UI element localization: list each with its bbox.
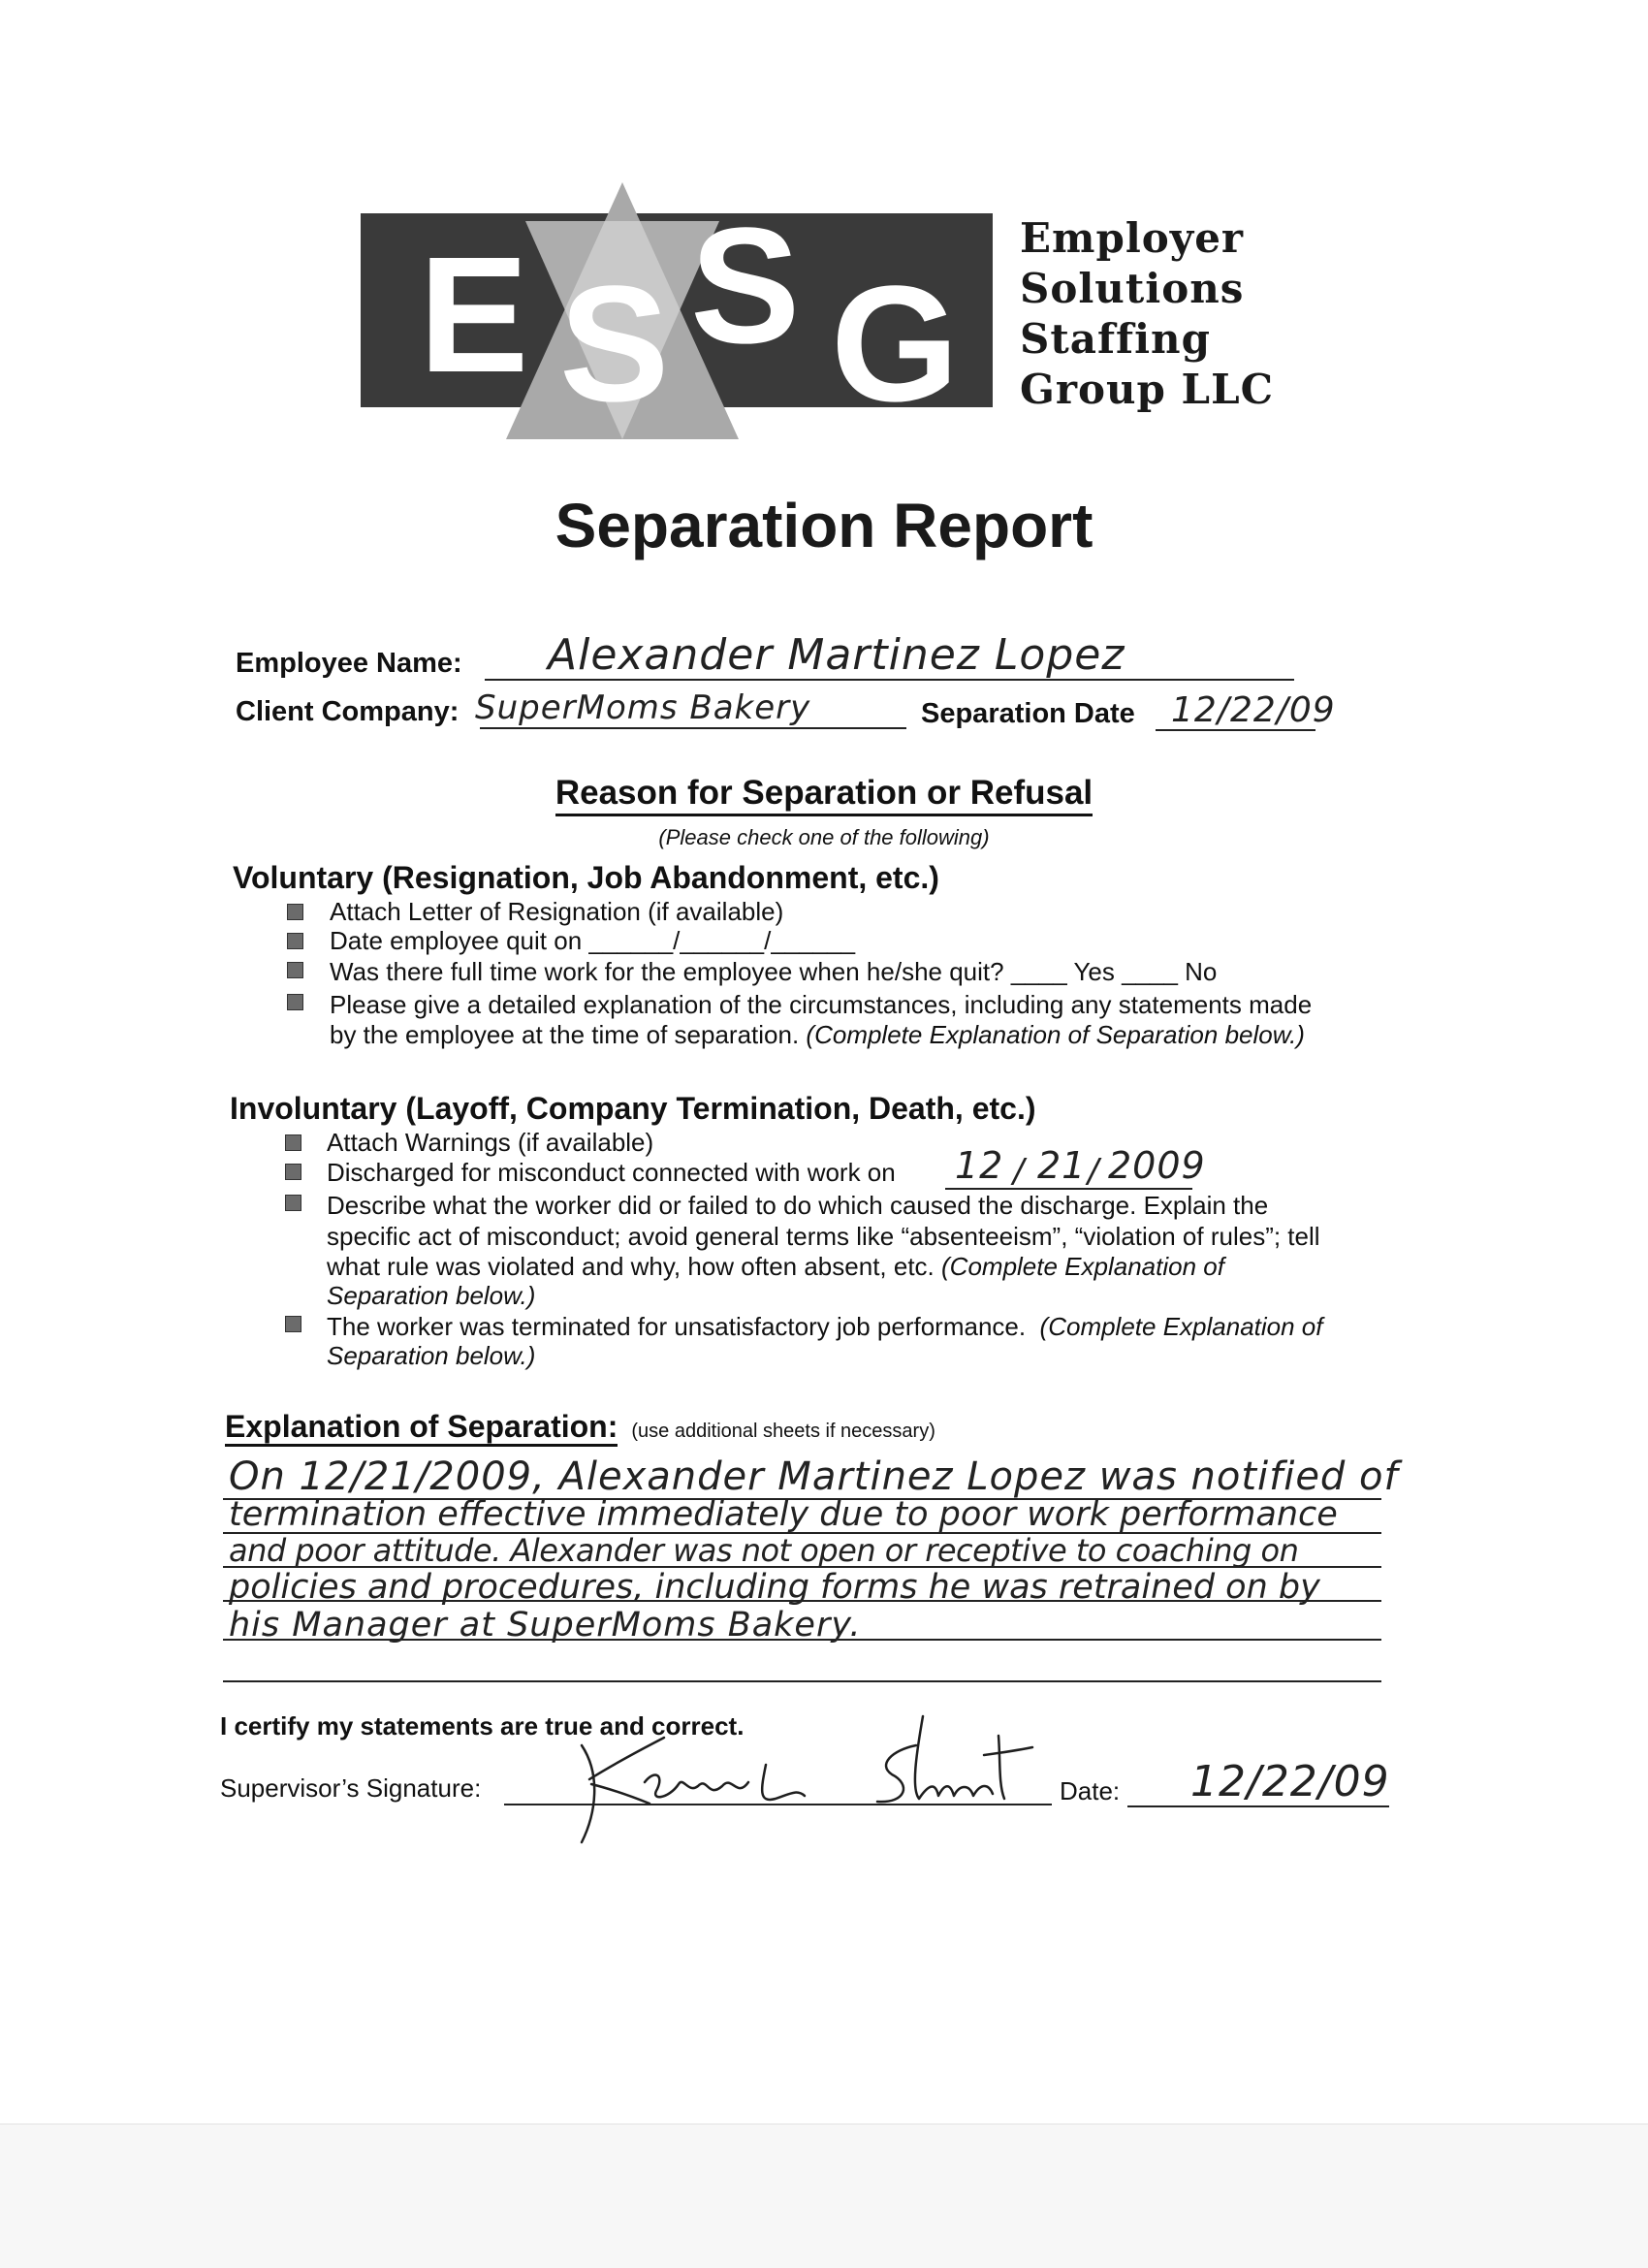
signature-date-label: Date: bbox=[1060, 1776, 1121, 1805]
involuntary-checkbox-2[interactable] bbox=[285, 1164, 301, 1180]
involuntary-item-4-note-a: (Complete Explanation of bbox=[1039, 1312, 1323, 1341]
involuntary-item-3-text: what rule was violated and why, how often absent, etc. bbox=[327, 1252, 935, 1281]
certification-statement: I certify my statements are true and correct. bbox=[220, 1711, 745, 1741]
voluntary-item-4-text: by the employee at the time of separation. bbox=[330, 1020, 800, 1049]
explanation-note: (use additional sheets if necessary) bbox=[631, 1421, 935, 1442]
voluntary-item-2: Date employee quit on ______/______/______ bbox=[330, 926, 856, 955]
logo-letter-e: E bbox=[419, 223, 529, 407]
company-name-line-1: Employer bbox=[1020, 214, 1245, 262]
supervisor-signature[interactable] bbox=[543, 1707, 1047, 1852]
logo-letter-s1: S bbox=[559, 252, 670, 436]
involuntary-item-4-line-2 bbox=[327, 1341, 535, 1370]
involuntary-checkbox-3[interactable] bbox=[285, 1195, 301, 1211]
explanation-text-line-5[interactable]: his Manager at SuperMoms Bakery. bbox=[229, 1606, 862, 1645]
involuntary-item-2: Discharged for misconduct connected with work on bbox=[327, 1158, 896, 1187]
involuntary-item-3-line-3 bbox=[327, 1252, 1224, 1281]
involuntary-item-4-text: The worker was terminated for unsatisfactory job performance. bbox=[327, 1312, 1027, 1341]
reason-section-title-text: Reason for Separation or Refusal bbox=[555, 774, 1093, 816]
page-title: Separation Report bbox=[555, 491, 1093, 560]
discharge-day-field[interactable]: 21 bbox=[1037, 1144, 1087, 1187]
voluntary-checkbox-4[interactable] bbox=[287, 994, 303, 1010]
yes-option: Yes bbox=[1073, 957, 1115, 986]
scan-bottom-margin bbox=[0, 2124, 1648, 2268]
essg-logo-mark bbox=[361, 182, 1000, 444]
company-name-line-3: Staffing bbox=[1020, 315, 1211, 363]
no-option: No bbox=[1185, 957, 1218, 986]
explanation-line-6-rule bbox=[223, 1680, 1381, 1682]
voluntary-item-4-line-2 bbox=[330, 1020, 1305, 1049]
reason-section-title bbox=[0, 774, 1648, 813]
discharge-date-slash-2: / bbox=[1088, 1152, 1100, 1191]
employee-name-field[interactable]: Alexander Martinez Lopez bbox=[548, 630, 1125, 680]
quit-date-label: Date employee quit on bbox=[330, 926, 583, 955]
logo-letter-g: G bbox=[831, 252, 960, 436]
voluntary-item-4-note: (Complete Explanation of Separation below.) bbox=[806, 1020, 1305, 1049]
involuntary-item-3-note-a: (Complete Explanation of bbox=[941, 1252, 1224, 1281]
discharge-month-field[interactable]: 12 bbox=[955, 1144, 1004, 1187]
reason-instruction: (Please check one of the following) bbox=[658, 825, 990, 849]
involuntary-checkbox-4[interactable] bbox=[285, 1316, 301, 1332]
signature-label: Supervisor’s Signature: bbox=[220, 1773, 482, 1803]
company-name bbox=[1020, 213, 1274, 415]
voluntary-item-3: Was there full time work for the employee when he/she quit? ____ Yes ____ No bbox=[330, 957, 1218, 986]
voluntary-checkbox-1[interactable] bbox=[287, 904, 303, 920]
voluntary-item-4-line-1: Please give a detailed explanation of the circumstances, including any statements made bbox=[330, 990, 1313, 1019]
client-company-label: Client Company: bbox=[236, 696, 460, 727]
client-company-field[interactable]: SuperMoms Bakery bbox=[475, 688, 811, 727]
voluntary-heading: Voluntary (Resignation, Job Abandonment, etc.) bbox=[233, 860, 939, 895]
client-company-line bbox=[480, 727, 906, 729]
explanation-text-line-1[interactable]: On 12/21/2009, Alexander Martinez Lopez was notified of bbox=[229, 1454, 1399, 1499]
separation-date-field[interactable]: 12/22/09 bbox=[1171, 690, 1336, 730]
voluntary-checkbox-2[interactable] bbox=[287, 933, 303, 949]
explanation-text-line-3[interactable]: and poor attitude. Alexander was not open or receptive to coaching on bbox=[229, 1532, 1299, 1569]
logo-letter-s2: S bbox=[690, 194, 801, 378]
involuntary-item-4-line-1 bbox=[327, 1312, 1323, 1341]
discharge-year-field[interactable]: 2009 bbox=[1108, 1144, 1206, 1187]
company-name-line-4: Group LLC bbox=[1020, 366, 1275, 413]
full-time-work-question: Was there full time work for the employee when he/she quit? bbox=[330, 957, 1004, 986]
company-name-line-2: Solutions bbox=[1020, 265, 1245, 312]
involuntary-item-3-line-4 bbox=[327, 1281, 535, 1310]
explanation-title: Explanation of Separation: bbox=[225, 1409, 618, 1447]
involuntary-item-4-note-b: Separation below.) bbox=[327, 1341, 536, 1370]
involuntary-heading: Involuntary (Layoff, Company Termination, Death, etc.) bbox=[230, 1091, 1036, 1126]
involuntary-item-3-line-1: Describe what the worker did or failed to do which caused the discharge. Explain the bbox=[327, 1191, 1269, 1220]
voluntary-item-1: Attach Letter of Resignation (if available) bbox=[330, 897, 784, 926]
company-logo bbox=[361, 182, 1320, 444]
involuntary-item-3-line-2: specific act of misconduct; avoid general terms like “absenteeism”, “violation of rules”; tell bbox=[327, 1222, 1320, 1251]
explanation-text-line-2[interactable]: termination effective immediately due to poor work performance bbox=[229, 1495, 1338, 1534]
involuntary-item-3-note-b: Separation below.) bbox=[327, 1281, 536, 1310]
discharge-date-slash-1: / bbox=[1013, 1152, 1026, 1191]
voluntary-checkbox-3[interactable] bbox=[287, 962, 303, 978]
signature-date-field[interactable]: 12/22/09 bbox=[1190, 1757, 1390, 1806]
separation-date-label: Separation Date bbox=[921, 698, 1135, 729]
involuntary-item-1: Attach Warnings (if available) bbox=[327, 1128, 654, 1157]
involuntary-checkbox-1[interactable] bbox=[285, 1134, 301, 1151]
explanation-heading bbox=[225, 1409, 935, 1445]
employee-name-label: Employee Name: bbox=[236, 648, 462, 679]
discharge-date-line bbox=[945, 1188, 1192, 1190]
explanation-text-line-4[interactable]: policies and procedures, including forms he was retrained on by bbox=[229, 1568, 1320, 1607]
